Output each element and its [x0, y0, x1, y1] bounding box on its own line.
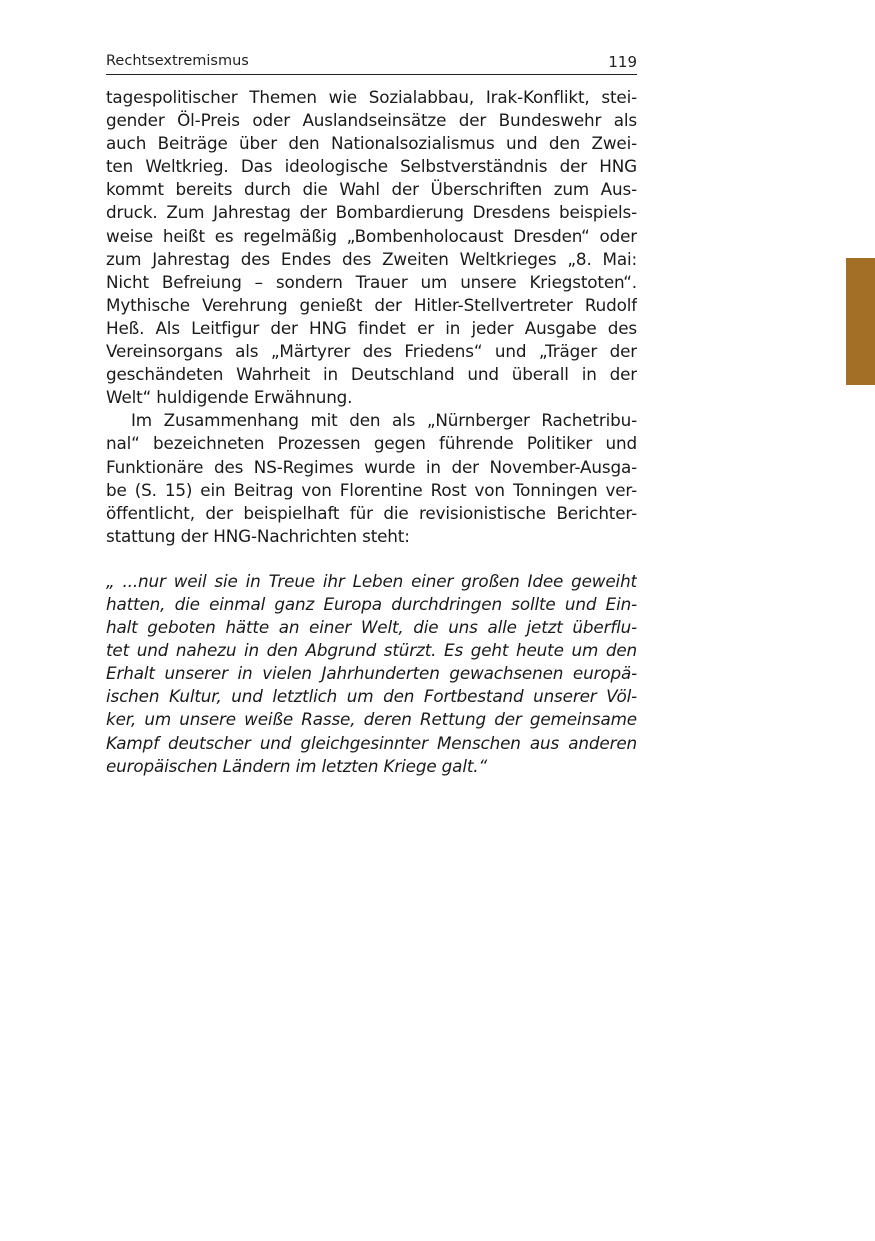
text-line: Mythische Verehrung genießt der Hitler-Stellvertreter Rudolf [106, 294, 637, 315]
running-header [106, 52, 637, 75]
running-header-section-title: Rechtsextremismus [106, 53, 249, 69]
quote-line: tet und nahezu in den Abgrund stürzt. Es geht heute um den [106, 640, 637, 661]
text-line: gender Öl-Preis oder Auslandseinsätze der Bundeswehr als [106, 110, 637, 131]
text-line: Heß. Als Leitfigur der HNG findet er in jeder Ausgabe des [106, 317, 637, 338]
paragraph-spacer [106, 548, 637, 570]
text-line: be (S. 15) ein Beitrag von Florentine Rost von Tonningen ver- [106, 479, 637, 500]
text-line: Vereinsorgans als „Märtyrer des Friedens“ und „Träger der [106, 341, 637, 362]
text-line: druck. Zum Jahrestag der Bombardierung Dresdens beispiels- [106, 202, 637, 223]
quote-line: halt geboten hätte an einer Welt, die uns alle jetzt überflu- [106, 617, 637, 638]
quote-line: Erhalt unserer in vielen Jahrhunderten gewachsenen europä- [106, 663, 637, 684]
quote-line: hatten, die einmal ganz Europa durchdringen sollte und Ein- [106, 593, 637, 614]
block-quote [106, 570, 637, 778]
quote-line: europäischen Ländern im letzten Kriege galt.“ [106, 755, 487, 776]
text-line: zum Jahrestag des Endes des Zweiten Weltkrieges „8. Mai: [106, 248, 637, 269]
chapter-thumb-tab [846, 258, 875, 385]
text-line: stattung der HNG-Nachrichten steht: [106, 525, 410, 546]
text-line: kommt bereits durch die Wahl der Überschriften zum Aus- [106, 179, 637, 200]
text-line: Welt“ huldigende Erwähnung. [106, 387, 353, 408]
quote-line: „ ...nur weil sie in Treue ihr Leben einer großen Idee geweiht [106, 570, 637, 591]
page-number: 119 [608, 53, 637, 71]
paragraph-1 [106, 86, 637, 409]
text-line: Im Zusammenhang mit den als „Nürnberger Rachetribu- [131, 410, 637, 431]
text-line: ten Weltkrieg. Das ideologische Selbstverständnis der HNG [106, 156, 637, 177]
quote-line: ischen Kultur, und letztlich um den Fortbestand unserer Völ- [106, 686, 637, 707]
paragraph-2 [106, 409, 637, 548]
text-line: Funktionäre des NS-Regimes wurde in der November-Ausga- [106, 456, 637, 477]
text-line: tagespolitischer Themen wie Sozialabbau, Irak-Konflikt, stei- [106, 87, 637, 107]
text-line: weise heißt es regelmäßig „Bombenholocaust Dresden“ oder [106, 225, 637, 246]
text-line: auch Beiträge über den Nationalsozialismus und den Zwei- [106, 133, 637, 154]
text-line: nal“ bezeichneten Prozessen gegen führende Politiker und [106, 433, 637, 454]
text-line: geschändeten Wahrheit in Deutschland und überall in der [106, 364, 637, 385]
text-line: Nicht Befreiung – sondern Trauer um unsere Kriegstoten“. [106, 271, 637, 292]
quote-line: Kampf deutscher und gleichgesinnter Menschen aus anderen [106, 732, 637, 753]
quote-line: ker, um unsere weiße Rasse, deren Rettung der gemeinsame [106, 709, 637, 730]
body-text [106, 86, 637, 778]
text-line: öffentlicht, der beispielhaft für die revisionistische Berichter- [106, 502, 637, 523]
